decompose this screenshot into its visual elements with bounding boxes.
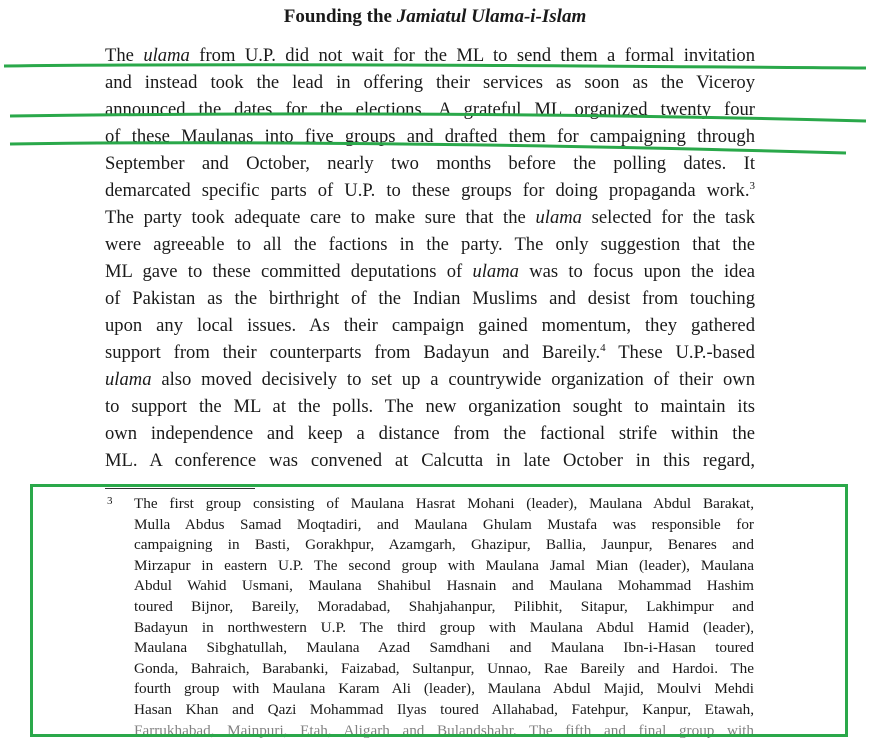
body-line: of Pakistan as the birthright of the Indian Muslims and desist from touching [105,288,755,309]
body-line: ulama also moved decisively to set up a countrywide organization of their own [105,369,755,390]
body-line: upon any local issues. As their campaign gained momentum, they gathered [105,315,755,336]
footnote-number: 3 [107,495,113,507]
footnote-line: Abdul Wahid Usmani, Maulana Shahibul Hasnain and Maulana Mohammad Hashim [134,577,754,595]
body-line: demarcated specific parts of U.P. to these groups for doing propaganda work.$^3$ [105,179,755,201]
italic-term: ulama [535,207,582,228]
footnote-line: Gonda, Bahraich, Barabanki, Faizabad, Sultanpur, Unnao, Rae Bareily and Hardoi. The [134,659,754,677]
footnote-line: Hasan Khan and Qazi Mohammad Ilyas toured Allahabad, Fatehpur, Kanpur, Etawah, [134,700,754,718]
body-line: September and October, nearly two months before the polling dates. It [105,153,755,174]
footnote-text [134,494,754,741]
body-line: announced the dates for the elections. A grateful ML organized twenty four [105,99,755,120]
footnote-line: Farrukhabad, Mainpuri, Etah, Aligarh and Bulandshahr. The fifth and final group with [134,721,754,739]
footnote-line: Maulana Sibghatullah, Maulana Azad Samdhani and Maulana Ibn-i-Hasan toured [134,639,754,657]
footnote-rule [105,488,255,489]
footnote-line: campaigning in Basti, Gorakhpur, Azamgarh, Ghazipur, Ballia, Jaunpur, Benares and [134,536,754,554]
footnote-line: Mulla Abdus Samad Moqtadiri, and Maulana Ghulam Mustafa was responsible for [134,515,754,533]
footnote-reference[interactable]: 4 [600,341,606,354]
running-head [0,4,870,30]
body-line: of these Maulanas into five groups and drafted them for campaigning through [105,126,755,147]
footnote-line: Mirzapur in eastern U.P. The second group with Maulana Jamal Mian (leader), Maulana [134,556,754,574]
italic-term: ulama [105,369,152,390]
footnote-line: Badayun in northwestern U.P. The third group with Maulana Abdul Hamid (leader), [134,618,754,636]
italic-term: ulama [472,261,519,282]
running-head-prefix: Founding the [283,6,397,27]
body-line: were agreeable to all the factions in the party. The only suggestion that the [105,234,755,255]
body-line: The ulama from U.P. did not wait for the ML to send them a formal invitation [105,45,755,66]
body-line: own independence and keep a distance from the factional strife within the [105,423,755,444]
body-line: and instead took the lead in offering their services as soon as the Viceroy [105,72,755,93]
body-paragraph [105,42,755,474]
running-head-italic: Jamiatul Ulama-i-Islam [396,6,587,27]
body-line: ML gave to these committed deputations of ulama was to focus upon the idea [105,261,755,282]
footnote-reference[interactable]: 3 [749,179,755,192]
italic-term: ulama [143,45,190,66]
footnote-line: The first group consisting of Maulana Hasrat Mohani (leader), Maulana Abdul Barakat, [134,495,754,512]
body-line: ML. A conference was convened at Calcutta in late October in this regard, [105,450,755,471]
footnote-line: toured Bijnor, Bareily, Moradabad, Shahjahanpur, Pilibhit, Sitapur, Lakhimpur and [134,597,754,615]
body-line: support from their counterparts from Badayun and Bareily.$^4$ These U.P.-based [105,341,755,363]
body-line: The party took adequate care to make sure that the ulama selected for the task [105,207,755,228]
footnote-line: fourth group with Maulana Karam Ali (leader), Maulana Abdul Majid, Moulvi Mehdi [134,680,754,698]
body-line: to support the ML at the polls. The new organization sought to maintain its [105,396,755,417]
